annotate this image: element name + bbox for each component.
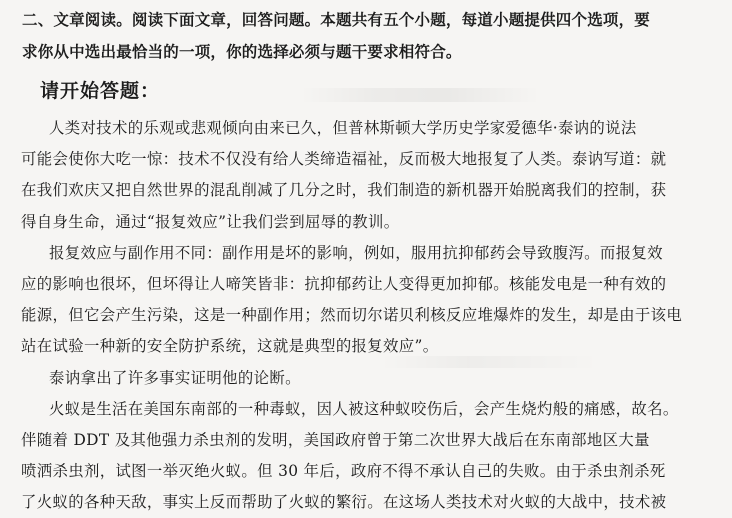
instructions-line: 求你从中选出最恰当的一项，你的选择必须与题干要求相符合。 (22, 43, 462, 61)
article-line: 报复效应与副作用不同：副作用是坏的影响，例如，服用抗抑郁药会导致腹泻。而报复效 (49, 243, 663, 262)
article-line: 泰讷拿出了许多事实证明他的论断。 (49, 368, 301, 387)
article-body (21, 113, 726, 518)
question-instructions (22, 4, 722, 68)
instructions-line: 二、文章阅读。阅读下面文章，回答问题。本题共有五个小题，每道小题提供四个选项，要 (22, 11, 651, 29)
article-line: 站在试验一种新的安全防护系统，这就是典型的报复效应”。 (21, 337, 439, 356)
article-line: 能源，但它会产生污染，这是一种副作用；然而切尔诺贝利核反应堆爆炸的发生，却是由于该电 (21, 306, 683, 325)
article-line: 喷洒杀虫剂，试图一举灭绝火蚁。但 30 年后，政府不得不承认自己的失败。由于杀虫剂杀死 (21, 462, 666, 481)
answer-heading: 请开始答题： (40, 80, 161, 102)
article-line: 得自身生命，通过“报复效应”让我们尝到屈辱的教训。 (21, 212, 400, 231)
article-line: 伴随着 DDT 及其他强力杀虫剂的发明，美国政府曾于第二次世界大战后在东南部地区大量 (21, 430, 650, 449)
article-line: 在我们欢庆又把自然世界的混乱削减了几分之时，我们制造的新机器开始脱离我们的控制，获 (21, 181, 667, 200)
bleed-through-shadow (300, 88, 540, 102)
article-line: 火蚁是生活在美国东南部的一种毒蚁，因人被这种蚁咬伤后，会产生烧灼般的痛感，故名。 (49, 399, 679, 418)
article-line: 应的影响也很坏，但坏得让人啼笑皆非：抗抑郁药让人变得更加抑郁。核能发电是一种有效的 (21, 274, 667, 293)
article-line: 可能会使你大吃一惊：技术不仅没有给人类缔造福祉，反而极大地报复了人类。泰讷写道：就 (21, 150, 667, 169)
article-line: 人类对技术的乐观或悲观倾向由来已久，但普林斯顿大学历史学家爱德华·泰讷的说法 (49, 119, 637, 137)
article-line: 了火蚁的各种天敌，事实上反而帮助了火蚁的繁衍。在这场人类技术对火蚁的大战中，技术被 (21, 493, 667, 512)
